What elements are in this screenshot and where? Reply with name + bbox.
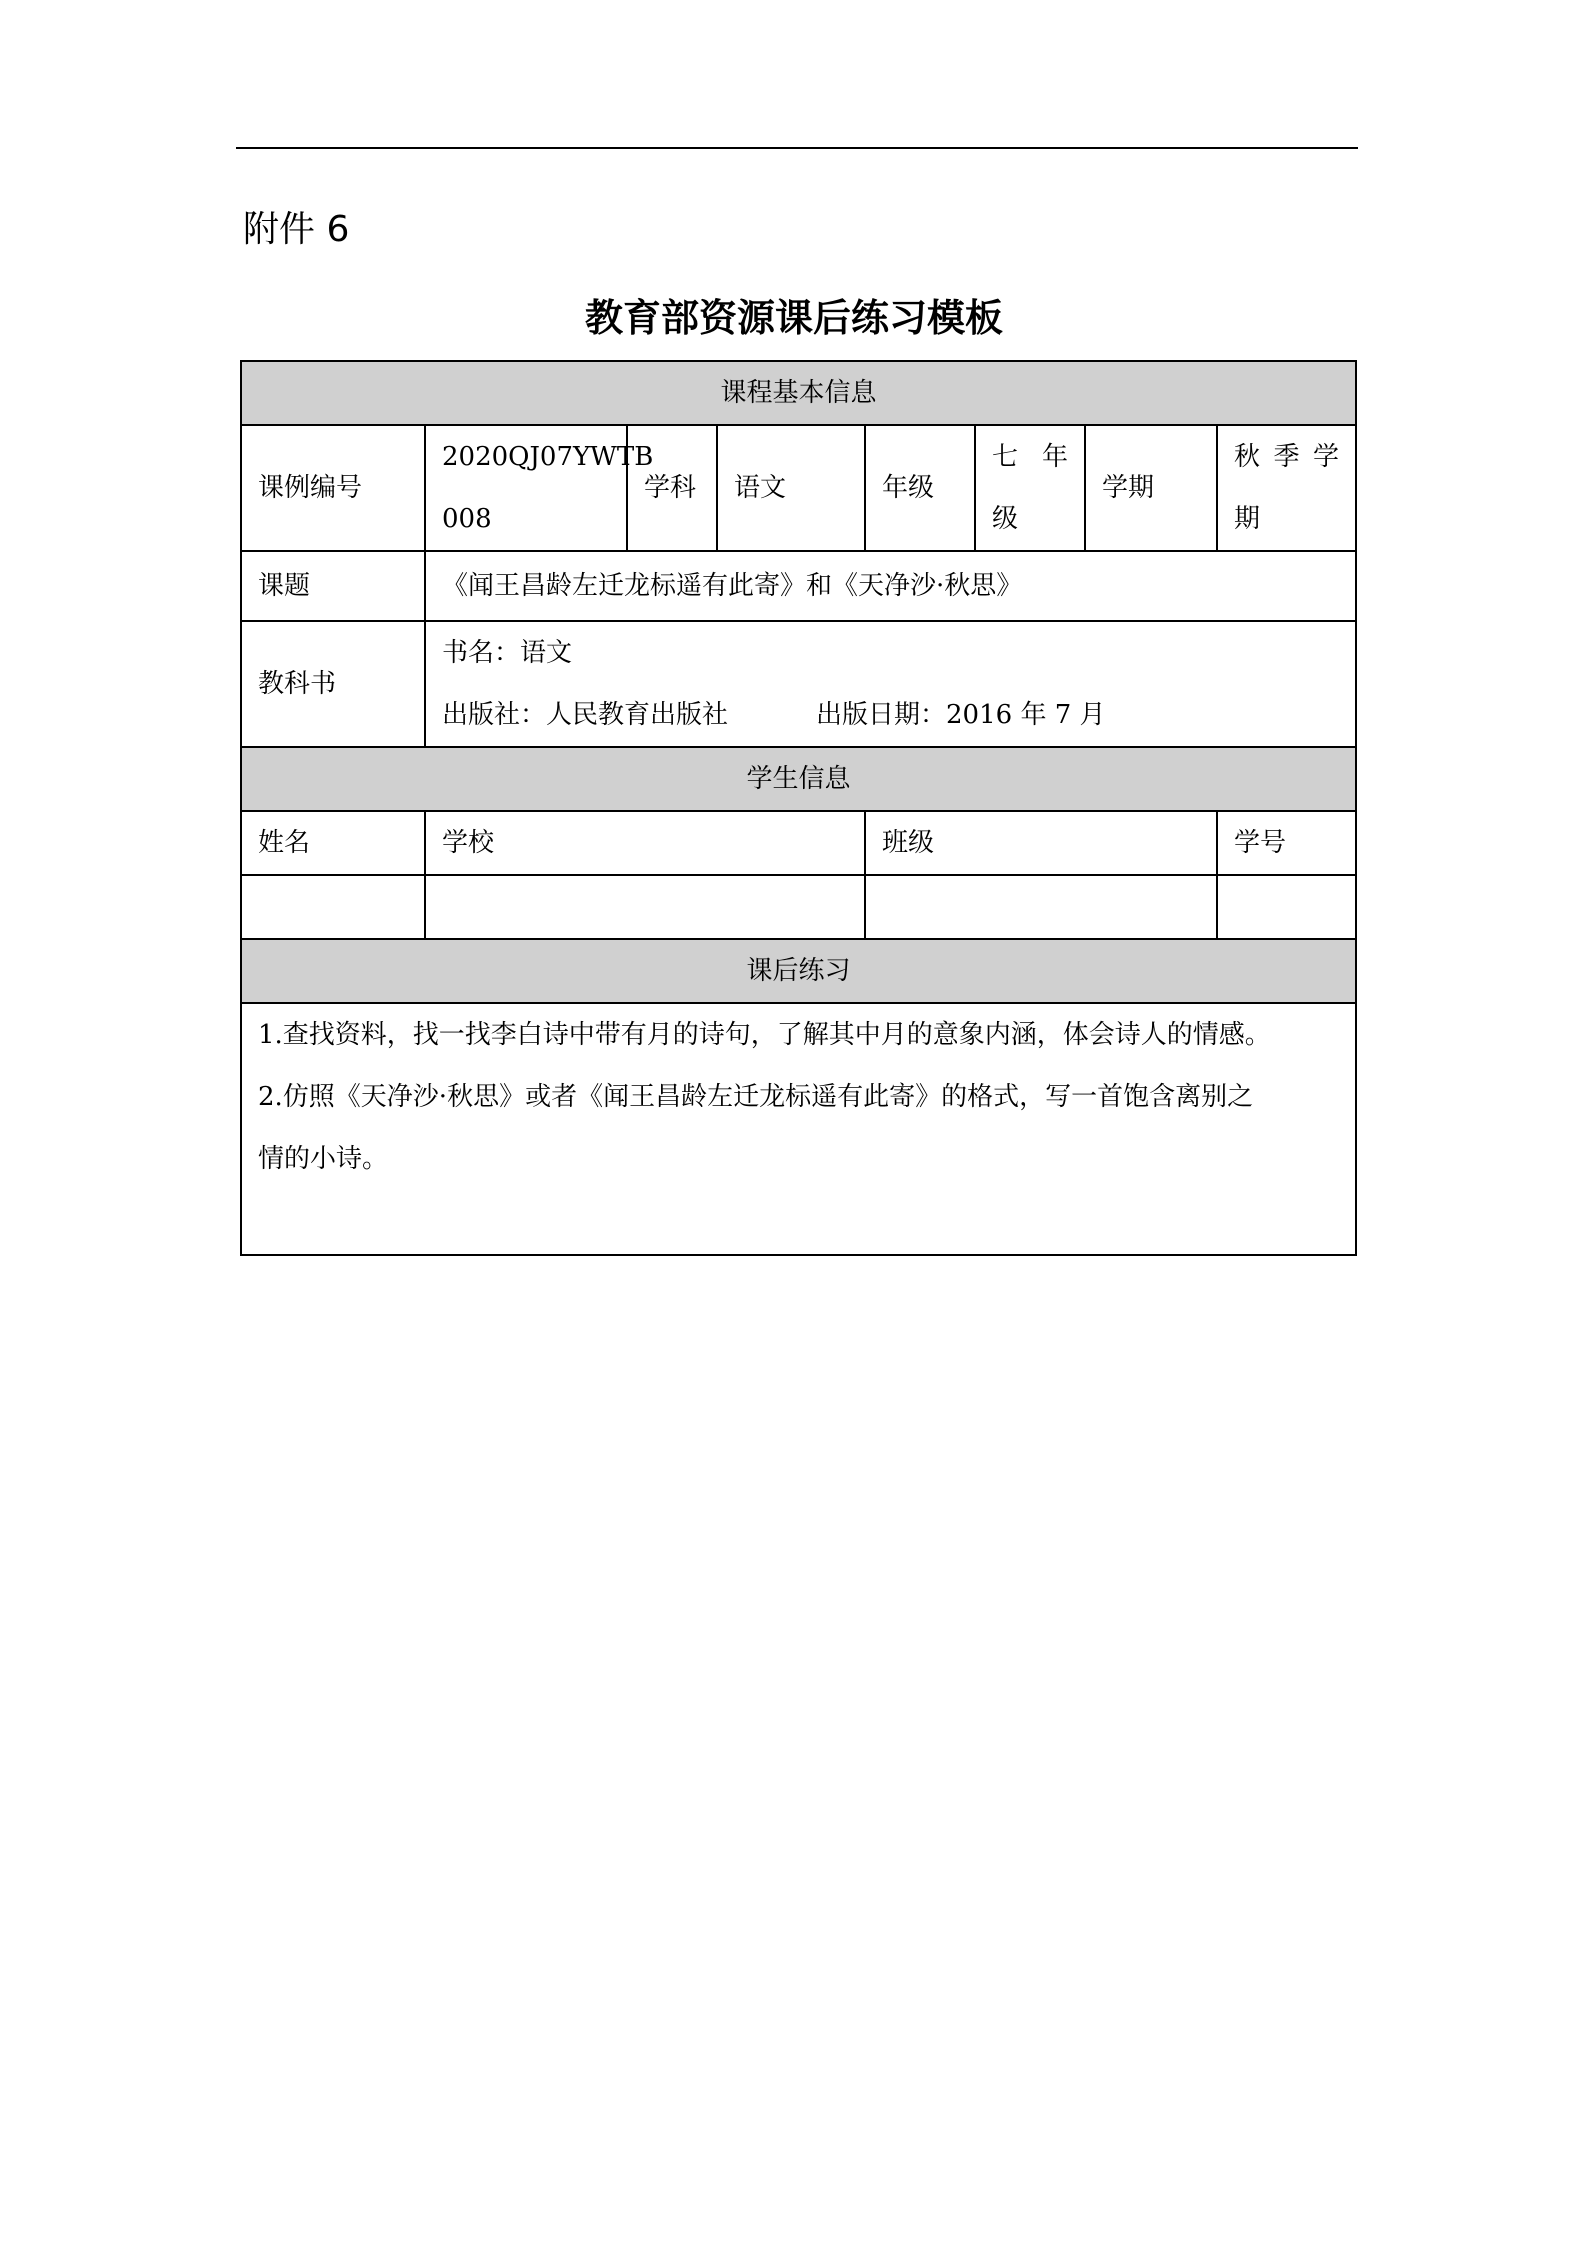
exercises-header-row (241, 939, 1356, 1003)
textbook-label: 教科书 (241, 621, 425, 747)
subject-label: 学科 (627, 425, 717, 551)
grade-value-char1: 七 (992, 442, 1019, 472)
course-id-value (425, 425, 654, 551)
textbook-name: 书名：语文 (442, 638, 573, 668)
exercises-content-row (241, 1003, 1356, 1255)
grade-value-char2: 年 (1041, 442, 1068, 472)
textbook-row (241, 621, 1356, 747)
student-school-field[interactable] (425, 875, 865, 939)
term-value-char3: 学 (1313, 442, 1340, 472)
exercise-item-1: 1.查找资料，找一找李白诗中带有月的诗句，了解其中月的意象内涵，体会诗人的情感。 (258, 1020, 1271, 1050)
textbook-publisher-line (442, 684, 1339, 746)
exercises-content (241, 1003, 1356, 1255)
exercise-item-2-line1: 2.仿照《天净沙·秋思》或者《闻王昌龄左迁龙标遥有此寄》的格式，写一首饱含离别之 (258, 1082, 1254, 1112)
course-basic-row (241, 425, 1356, 551)
grade-label: 年级 (865, 425, 975, 551)
grade-value-line2: 级 (992, 504, 1019, 534)
attachment-label: 附件 6 (243, 209, 350, 250)
course-info-header-row (241, 361, 1356, 425)
course-id-label: 课例编号 (241, 425, 425, 551)
textbook-publisher: 出版社：人民教育出版社 (442, 700, 729, 730)
topic-value: 《闻王昌龄左迁龙标遥有此寄》和《天净沙·秋思》 (425, 551, 1356, 621)
student-name-label: 姓名 (241, 811, 425, 875)
exercise-template-table (240, 360, 1357, 1256)
textbook-value (425, 621, 1356, 747)
student-school-label: 学校 (425, 811, 865, 875)
textbook-publish-date: 出版日期：2016 年 7 月 (816, 700, 1106, 730)
student-id-label: 学号 (1217, 811, 1356, 875)
topic-row (241, 551, 1356, 621)
exercise-item-2-line2: 情的小诗。 (258, 1144, 389, 1174)
student-class-field[interactable] (865, 875, 1217, 939)
header-rule (236, 147, 1358, 149)
student-info-label-row (241, 811, 1356, 875)
student-info-header-row (241, 747, 1356, 811)
document-title: 教育部资源课后练习模板 (584, 296, 1003, 340)
course-id-line2: 008 (442, 504, 492, 534)
topic-label: 课题 (241, 551, 425, 621)
term-value-char2: 季 (1273, 442, 1300, 472)
grade-value (975, 425, 1085, 551)
term-value-line2: 期 (1234, 504, 1261, 534)
student-class-label: 班级 (865, 811, 1217, 875)
student-id-field[interactable] (1217, 875, 1356, 939)
student-info-input-row (241, 875, 1356, 939)
exercises-section-title: 课后练习 (241, 939, 1356, 1003)
term-value-char1: 秋 (1234, 442, 1261, 472)
course-id-line1: 2020QJ07YWTB (442, 442, 654, 472)
student-info-section-title: 学生信息 (241, 747, 1356, 811)
term-value (1217, 425, 1356, 551)
subject-value: 语文 (717, 425, 865, 551)
course-info-section-title: 课程基本信息 (241, 361, 1356, 425)
student-name-field[interactable] (241, 875, 425, 939)
term-label: 学期 (1085, 425, 1217, 551)
